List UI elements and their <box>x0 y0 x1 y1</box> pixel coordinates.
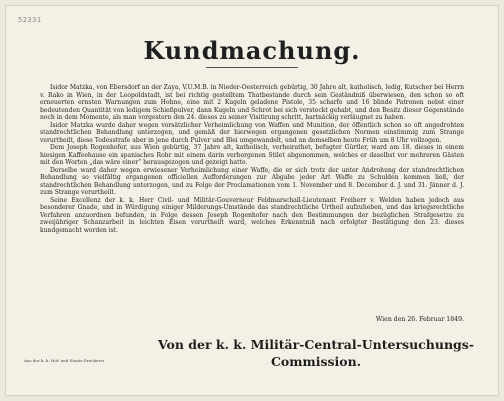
page-title: Kundmachung. <box>143 36 361 65</box>
proclamation-sheet <box>6 6 498 395</box>
paragraph-matzka-sentence: Isidor Matzka wurde daher wegen vorsätzlicher Verheimlichung von Waffen und Munition, der öffentlich schon so oft angedrohten standrechtlichen Behandlung unterzogen, und gemäß der hierwegen ergangenen gesetzlichen Normen einstimmig zum Strange verurtheilt, diese Todesstrafe aber in jene durch Pulver und Blei umgewandelt, und an demselben heute Früh um 8 Uhr vollzogen. <box>40 121 464 144</box>
paragraph-rogenhofer-charge: Dem Joseph Rogenhofer, aus Wien gebürtig, 37 Jahre alt, katholisch, verheirathet, befugter Gürtler, ward am 18. dieses in einem hiesigen Kaffeehause ein spanisches Rohr mit einem darin verborgenen Stilet abgenommen, welches er daselbst vor mehreren Gästen mit den Worten „das wäre einer“ herausgezogen und gezeigt hatte. <box>40 144 464 166</box>
archive-number: 52331 <box>18 16 42 24</box>
printer-note: Aus der k. k. Hof- und Staats-Druckerei. <box>24 358 106 363</box>
signature-line-2: Commission. <box>270 354 362 369</box>
paragraph-pardon: Seine Excellenz der k. k. Herr Civil- und Militär-Gouverneur Feldmarschall-Lieutenant Freiherr v. Welden haben jedoch aus besonderer Gnade, und in Würdigung einiger Milderungs-Umstände das standrechtliche Urtheil aufzuheben, und das kriegsrechtliche Verfahren anzuordnen befunden, in Folge dessen Joseph Rogenhofer nach den Bestimmungen der bezüglichen Strafgesetze zu zweijähriger Schanzarbeit in leichten Eisen verurtheilt ward, welches Erkenntniß nach erfolgter Bestätigung den 23. dieses kundgemacht worden ist. <box>40 196 464 234</box>
title-underline <box>206 67 298 68</box>
paragraph-matzka-charge: Isidor Matzka, von Ebersdorf an der Zaya, V.U.M.B. in Nieder-Oesterreich gebürtig, 30 Jahre alt, katholisch, ledig, Kutscher bei Herrn v. Rako in Wien, in der Leopoldstadt, ist bei richtig gestelltem Thatbestande durch sein Geständniß überwiesen, den schon so oft erneuerten ernsten Warnungen zum Hohne, eine mit 2 Kugeln geladene Pistole, 35 scharfe und 16 blinde Patronen nebst einer bedeutenden Quantität von ledigem Schießpulver, dann Kugeln und Schrot bei sich versteckt gehabt, und den Besitz dieser Gegenstände noch in dem Momente, als man vorgestern den 24. dieses zu seiner Visitirung schritt, hartnäckig verläugnet zu haben. <box>40 84 464 121</box>
signature-line-1: Von der k. k. Militär-Central-Untersuchungs- <box>157 337 475 352</box>
paragraph-rogenhofer-sentence: Derselbe ward daher wegen erwiesener Verheimlichung einer Waffe, die er sich trotz der unter Androhung der standrechtlichen Behandlung so vielfältig ergangenen officiellen Aufforderungen zur Abgabe jeder Art Waffe zu Schulden kommen ließ, der standrechtlichen Behandlung unterzogen, und zu Folge der Proclamationen vom 1. November und 8. December d. J. und 31. Jänner d. J. zum Strange verurtheilt. <box>40 166 464 196</box>
date-line: Wien den 26. Februar 1849. <box>375 316 464 323</box>
proclamation-body <box>40 84 464 234</box>
signature-block <box>156 336 476 370</box>
